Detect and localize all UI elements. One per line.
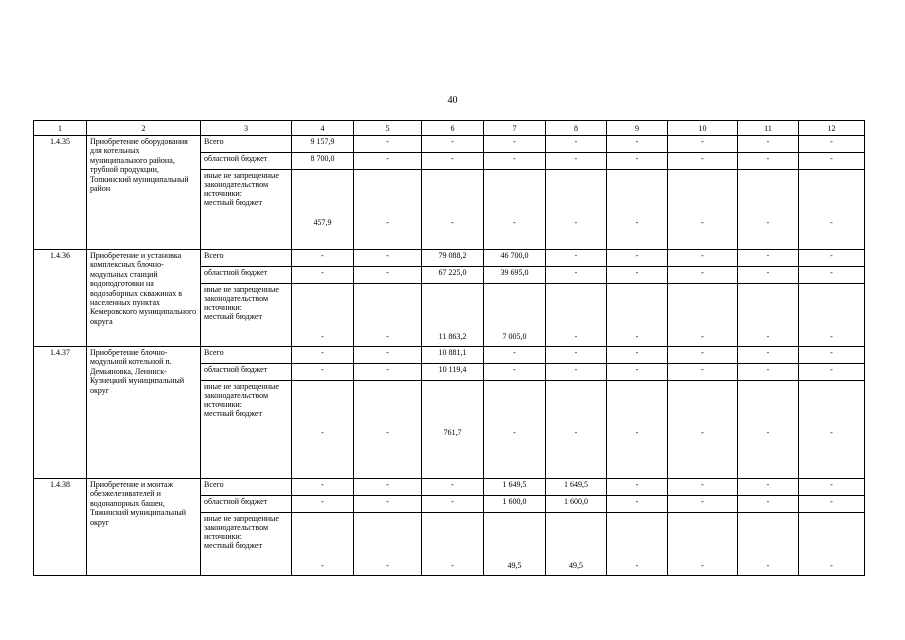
value-cell [799,170,865,250]
local-budget-value: - [766,428,770,437]
local-budget-value: - [830,218,833,227]
value-cell [484,381,546,479]
value-cell [738,284,799,347]
value-cell [422,284,484,347]
value-cell: - [799,479,865,496]
column-number-cell: 7 [484,121,546,136]
value-cell [738,381,799,479]
value-cell: - [354,153,422,170]
value-cell: - [292,250,354,267]
value-cell: 1 600,0 [546,496,607,513]
value-cell: - [354,364,422,381]
value-cell: - [546,347,607,364]
value-cell [546,513,607,576]
local-budget-value: - [830,332,833,341]
value-cell [422,170,484,250]
activity-code: 1.4.36 [34,250,87,347]
value-cell [607,513,668,576]
local-budget-value: - [513,428,516,437]
column-number-row [34,121,865,136]
column-number-cell: 12 [799,121,865,136]
other-sources-label: иные не запрещенные законодательством источники: [204,285,279,312]
column-number-cell: 10 [668,121,738,136]
value-cell: - [738,136,799,153]
local-budget-value: - [766,561,770,570]
local-budget-label: местный бюджет [204,312,262,321]
funding-source-regional: областной бюджет [201,267,292,284]
value-cell: - [799,250,865,267]
value-cell [354,513,422,576]
value-cell: 67 225,0 [422,267,484,284]
value-cell: - [484,136,546,153]
local-budget-value: - [701,218,704,227]
table-row [34,250,865,267]
local-budget-value: - [386,218,389,227]
value-cell: - [799,347,865,364]
value-cell: - [799,364,865,381]
local-budget-value: 49,5 [569,561,583,570]
value-cell: - [422,496,484,513]
value-cell: - [292,496,354,513]
local-budget-value: - [386,332,389,341]
value-cell: - [546,364,607,381]
value-cell: - [738,250,799,267]
local-budget-value: 457,9 [313,218,332,227]
value-cell: - [668,250,738,267]
program-activities-table [33,120,865,576]
local-budget-value: - [635,561,639,570]
value-cell [292,513,354,576]
value-cell: - [422,153,484,170]
funding-source-other [201,170,292,250]
funding-source-total: Всего [201,250,292,267]
value-cell [546,381,607,479]
value-cell [668,513,738,576]
value-cell: - [354,496,422,513]
value-cell: - [354,267,422,284]
column-number-cell: 3 [201,121,292,136]
value-cell: - [292,364,354,381]
value-cell [292,381,354,479]
value-cell: - [546,153,607,170]
value-cell [607,170,668,250]
value-cell: - [738,496,799,513]
value-cell: - [668,364,738,381]
value-cell: - [738,364,799,381]
value-cell: - [668,496,738,513]
value-cell [668,284,738,347]
local-budget-value: - [386,428,389,437]
value-cell: - [738,347,799,364]
value-cell [738,170,799,250]
local-budget-value: - [766,218,770,227]
funding-source-regional: областной бюджет [201,496,292,513]
column-number-cell: 11 [738,121,799,136]
value-cell: 1 600,0 [484,496,546,513]
value-cell: - [607,250,668,267]
value-cell [738,513,799,576]
value-cell [484,513,546,576]
value-cell: - [799,153,865,170]
value-cell: - [668,479,738,496]
value-cell [484,284,546,347]
value-cell: 8 700,0 [292,153,354,170]
value-cell: - [422,479,484,496]
local-budget-value: 7 005,0 [502,332,527,341]
value-cell: - [354,250,422,267]
funding-source-total: Всего [201,347,292,364]
value-cell: - [668,347,738,364]
value-cell [607,381,668,479]
local-budget-label: местный бюджет [204,198,262,207]
local-budget-value: - [574,428,578,437]
value-cell: 10 881,1 [422,347,484,364]
value-cell [484,170,546,250]
page-number: 40 [447,95,458,106]
column-number-cell: 8 [546,121,607,136]
other-sources-label: иные не запрещенные законодательством источники: [204,514,279,541]
value-cell: - [354,136,422,153]
value-cell: - [484,347,546,364]
value-cell: - [607,496,668,513]
local-budget-label: местный бюджет [204,541,262,550]
activity-name: Приобретение блочно-модульной котельной п. Демьяновка, Ленинск-Кузнецкий муниципальный округ [87,347,201,479]
value-cell [799,284,865,347]
local-budget-value: - [701,428,704,437]
activity-name: Приобретение и монтаж обезжелезивателей и водонапорных башен, Тяжинский муниципальный округ [87,479,201,576]
value-cell: - [668,153,738,170]
value-cell: - [799,267,865,284]
value-cell: 10 119,4 [422,364,484,381]
local-budget-value: 49,5 [507,561,522,570]
value-cell: - [607,267,668,284]
activity-name: Приобретение и установка комплексных блочно-модульных станций водоподготовки на водозаборных скважинах в населенных пунктах Кемеровского муниципального округа [87,250,201,347]
value-cell: - [668,267,738,284]
column-number-cell: 4 [292,121,354,136]
local-budget-value: - [321,332,324,341]
column-number-cell: 5 [354,121,422,136]
local-budget-value: - [451,561,454,570]
value-cell [799,381,865,479]
activity-name: Приобретение оборудования для котельных муниципального района, трубной продукции, Топкинский муниципальный район [87,136,201,250]
value-cell: - [546,267,607,284]
column-number-cell: 6 [422,121,484,136]
funding-source-other [201,381,292,479]
table-row [34,136,865,153]
value-cell [799,513,865,576]
value-cell: - [292,479,354,496]
column-number-cell: 2 [87,121,201,136]
value-cell: - [607,347,668,364]
local-budget-value: 761,7 [443,428,462,437]
funding-source-other [201,284,292,347]
activity-code: 1.4.37 [34,347,87,479]
local-budget-value: 11 863,2 [438,332,467,341]
value-cell: - [738,153,799,170]
value-cell [354,170,422,250]
local-budget-value: - [766,332,770,341]
value-cell: - [292,347,354,364]
value-cell [292,170,354,250]
local-budget-value: - [321,561,324,570]
local-budget-value: - [574,332,578,341]
value-cell: - [799,496,865,513]
value-cell: - [799,136,865,153]
value-cell: 9 157,9 [292,136,354,153]
value-cell: - [484,153,546,170]
value-cell: 39 695,0 [484,267,546,284]
funding-source-regional: областной бюджет [201,153,292,170]
local-budget-value: - [701,332,704,341]
column-number-cell: 9 [607,121,668,136]
value-cell: - [607,153,668,170]
value-cell: - [607,136,668,153]
table-row [34,479,865,496]
value-cell: - [354,479,422,496]
value-cell: 1 649,5 [484,479,546,496]
local-budget-value: - [386,561,389,570]
value-cell: - [668,136,738,153]
value-cell: - [607,364,668,381]
local-budget-value: - [701,561,704,570]
value-cell: 79 088,2 [422,250,484,267]
column-number-cell: 1 [34,121,87,136]
value-cell [422,513,484,576]
local-budget-value: - [321,428,324,437]
local-budget-value: - [513,218,516,227]
value-cell [668,170,738,250]
value-cell [546,170,607,250]
value-cell: - [607,479,668,496]
value-cell: - [738,267,799,284]
value-cell [354,381,422,479]
local-budget-value: - [635,218,639,227]
local-budget-value: - [451,218,454,227]
local-budget-value: - [574,218,578,227]
local-budget-value: - [635,428,639,437]
table-row [34,347,865,364]
value-cell: 46 700,0 [484,250,546,267]
local-budget-value: - [830,428,833,437]
value-cell [607,284,668,347]
activity-code: 1.4.38 [34,479,87,576]
activity-code: 1.4.35 [34,136,87,250]
value-cell: - [292,267,354,284]
funding-source-total: Всего [201,479,292,496]
local-budget-value: - [830,561,833,570]
value-cell [546,284,607,347]
other-sources-label: иные не запрещенные законодательством источники: [204,382,279,409]
value-cell [292,284,354,347]
value-cell [422,381,484,479]
funding-source-other [201,513,292,576]
other-sources-label: иные не запрещенные законодательством источники: [204,171,279,198]
value-cell: - [546,250,607,267]
value-cell: - [354,347,422,364]
local-budget-value: - [635,332,639,341]
table-body [34,121,865,576]
value-cell: 1 649,5 [546,479,607,496]
value-cell: - [422,136,484,153]
value-cell [354,284,422,347]
value-cell: - [738,479,799,496]
value-cell: - [484,364,546,381]
local-budget-label: местный бюджет [204,409,262,418]
funding-source-regional: областной бюджет [201,364,292,381]
funding-source-total: Всего [201,136,292,153]
value-cell: - [546,136,607,153]
value-cell [668,381,738,479]
